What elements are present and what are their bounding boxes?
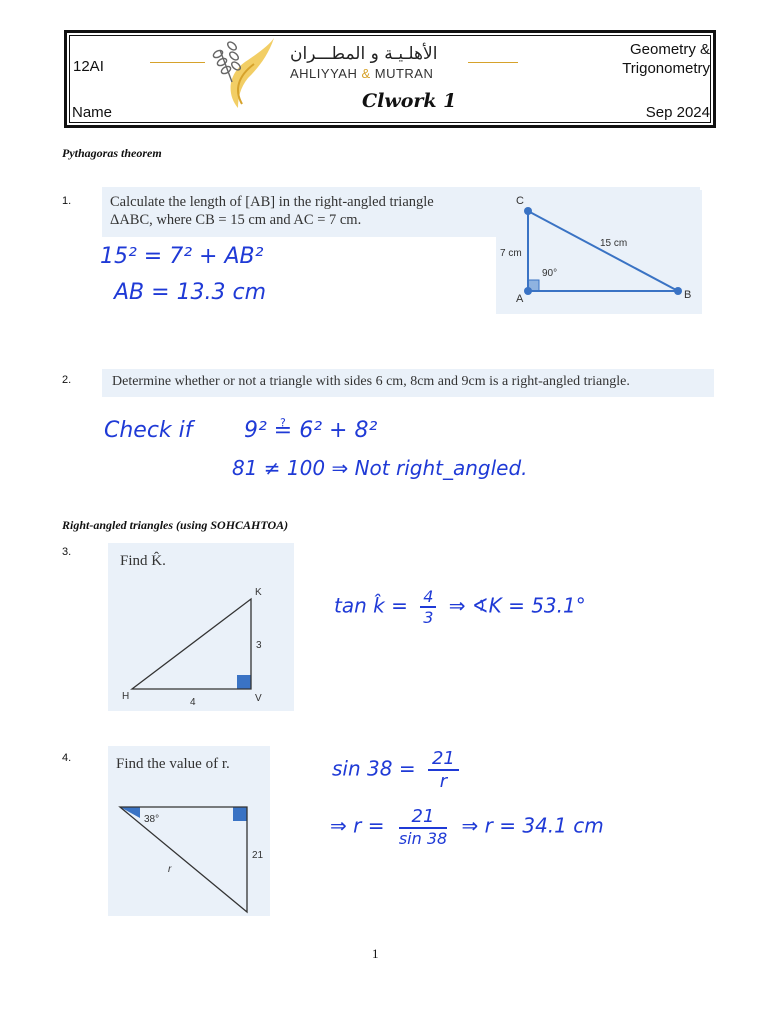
q3-vertex-h-label: H — [122, 691, 130, 702]
question-1-text-line-2: ΔABC, where CB = 15 cm and AC = 7 cm. — [110, 212, 362, 228]
question-2-number: 2. — [62, 374, 72, 386]
q1-vertex-b-label: B — [684, 289, 692, 301]
question-3-answer-denominator: 3 — [423, 608, 434, 627]
question-3-answer — [334, 587, 586, 627]
question-1-text — [110, 193, 434, 229]
q3-side-kv-label: 3 — [256, 640, 262, 651]
q1-angle-label: 90° — [542, 268, 558, 279]
question-2-answer-line-2: 81 ≠ 100 ⇒ Not right_angled. — [232, 456, 528, 480]
question-4-answer-line-2-lhs: ⇒ r = — [330, 813, 385, 838]
q4-side-label: 21 — [252, 850, 264, 861]
question-4-triangle-diagram — [108, 746, 270, 916]
logo-english-amp: & — [361, 66, 371, 81]
question-1-triangle-diagram — [496, 190, 702, 314]
page-number: 1 — [372, 946, 379, 961]
question-4-answer-line-2-rhs: ⇒ r = 34.1 cm — [461, 813, 604, 838]
q1-vertex-c-label: C — [516, 195, 524, 207]
question-4-answer-line-1-numerator: 21 — [428, 748, 459, 771]
q1-side-ac-label: 7 cm — [500, 248, 522, 259]
q3-side-hv-label: 4 — [190, 697, 196, 708]
question-3-triangle-diagram — [108, 543, 294, 711]
question-4-answer-line-2-numerator: 21 — [399, 806, 447, 829]
question-4-number: 4. — [62, 752, 72, 764]
q3-vertex-v-label: V — [255, 693, 262, 704]
question-4-answer-line-1-denominator: r — [439, 771, 448, 792]
date-label: Sep 2024 — [645, 104, 710, 121]
question-2-answer-check: Check if — [104, 418, 193, 443]
q1-vertex-a-label: A — [516, 293, 524, 305]
school-logo-icon — [208, 34, 278, 110]
name-field-label: Name — [72, 104, 113, 121]
subject-title — [622, 40, 710, 78]
q4-angle-label: 38° — [144, 814, 160, 825]
section-title-pythagoras: Pythagoras theorem — [62, 146, 162, 160]
question-4-answer-line-2-fraction — [399, 806, 447, 848]
question-4-answer-line-1-lhs: sin 38 = — [332, 756, 416, 781]
q1-side-cb-label: 15 cm — [600, 238, 628, 249]
question-4-text: Find the value of r. — [116, 756, 230, 772]
question-1-answer-line-1: 15² = 7² + AB² — [100, 244, 264, 269]
question-3-answer-lhs: tan k̂ = — [334, 593, 408, 618]
section-title-sohcahtoa: Right-angled triangles (using SOHCAHTOA) — [62, 518, 289, 532]
logo-english-part2: MUTRAN — [374, 66, 434, 81]
logo-arabic-text: الأهلـيـة و المطـــران — [290, 44, 438, 64]
subject-line-1: Geometry & — [629, 41, 710, 58]
question-4-answer-line-1 — [332, 748, 465, 792]
subject-line-2: Trigonometry — [622, 60, 710, 77]
question-1-text-line-1: Calculate the length of [AB] in the right-angled triangle — [110, 194, 434, 210]
q4-hypotenuse-label: r — [168, 864, 172, 875]
logo-divider-left — [150, 62, 205, 63]
question-2-text: Determine whether or not a triangle with sides 6 cm, 8cm and 9cm is a right-angled triangle. — [112, 374, 630, 389]
logo-english-part1: AHLIYYAH — [290, 66, 358, 81]
question-3-answer-fraction — [420, 587, 436, 627]
class-code: 12AI — [73, 58, 104, 75]
question-4-answer-line-2-denominator: sin 38 — [398, 829, 448, 848]
question-1-number: 1. — [62, 195, 72, 207]
question-3-answer-numerator: 4 — [420, 587, 436, 608]
logo-english-text — [290, 66, 433, 81]
logo-divider-right — [468, 62, 518, 63]
worksheet-title: Clwork 1 — [362, 90, 457, 112]
question-3-number: 3. — [62, 546, 72, 558]
question-1-answer-line-2: AB = 13.3 cm — [114, 280, 267, 305]
q3-vertex-k-label: K — [255, 587, 262, 598]
question-3-answer-rhs: ⇒ ∢K = 53.1° — [448, 593, 586, 618]
question-4-answer-line-1-fraction — [428, 748, 459, 792]
question-3-text: Find K̂. — [120, 553, 166, 569]
question-2-answer-equation: 9² ≟ 6² + 8² — [244, 418, 378, 443]
question-4-answer-line-2 — [330, 806, 604, 848]
